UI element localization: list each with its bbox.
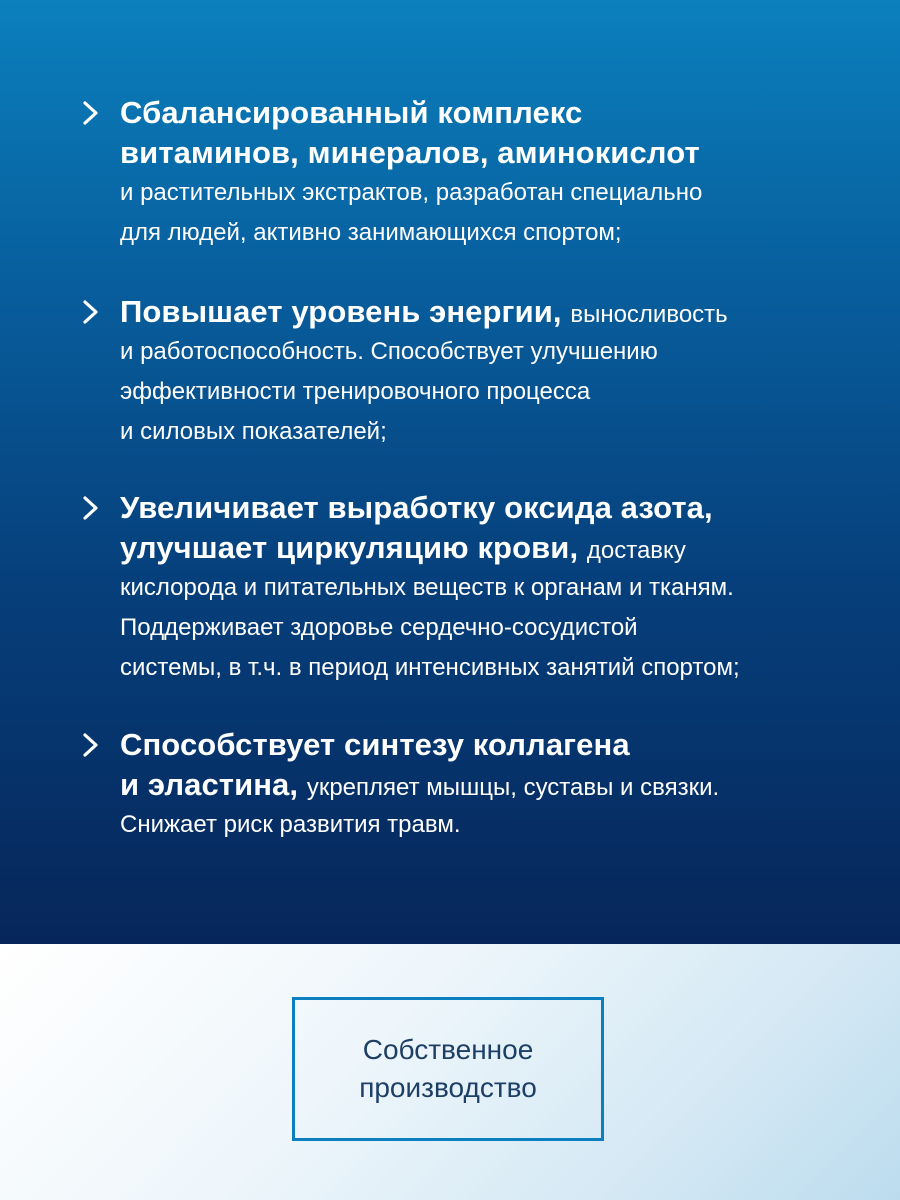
feature-text: [120, 292, 840, 452]
feature-line: [120, 372, 840, 412]
feature-line: [120, 93, 840, 133]
feature-line: [120, 608, 840, 648]
feature-line: [120, 213, 840, 253]
feature-text: [120, 725, 840, 845]
feature-headline: улучшает циркуляцию крови,: [120, 530, 587, 565]
badge-line: Собственное: [362, 1034, 534, 1065]
chevron-right-icon: [80, 299, 102, 325]
feature-description: эффективности тренировочного процесса: [120, 378, 591, 405]
badge-line: производство: [359, 1072, 537, 1103]
feature-headline: витаминов, минералов, аминокислот: [120, 135, 700, 170]
feature-line: [120, 805, 840, 845]
feature-description: и работоспособность. Способствует улучшению: [120, 338, 658, 365]
feature-description: системы, в т.ч. в период интенсивных занятий спортом;: [120, 654, 740, 681]
feature-headline: и эластина,: [120, 767, 307, 802]
chevron-right-icon: [80, 495, 102, 521]
chevron-right-icon: [80, 732, 102, 758]
feature-headline: Повышает уровень энергии,: [120, 294, 571, 329]
feature-headline: Увеличивает выработку оксида азота,: [120, 490, 713, 525]
feature-description: и силовых показателей;: [120, 418, 387, 445]
feature-line: [120, 528, 840, 568]
feature-line: [120, 292, 840, 332]
feature-description: кислорода и питательных веществ к органам и тканям.: [120, 574, 734, 601]
feature-line: [120, 765, 840, 805]
feature-line: [120, 568, 840, 608]
own-production-badge: [292, 997, 604, 1141]
feature-headline: Способствует синтезу коллагена: [120, 727, 630, 762]
feature-description: Поддерживает здоровье сердечно-сосудистой: [120, 614, 638, 641]
feature-line: [120, 133, 840, 173]
feature-description: укрепляет мышцы, суставы и связки.: [306, 774, 720, 801]
feature-headline: Сбалансированный комплекс: [120, 95, 583, 130]
feature-description: выносливость: [570, 301, 728, 328]
feature-line: [120, 412, 840, 452]
feature-line: [120, 648, 840, 688]
feature-line: [120, 725, 840, 765]
feature-description: Снижает риск развития травм.: [120, 811, 461, 838]
chevron-right-icon: [80, 100, 102, 126]
feature-description: доставку: [586, 537, 686, 564]
feature-text: [120, 93, 840, 253]
feature-line: [120, 173, 840, 213]
feature-description: для людей, активно занимающихся спортом;: [120, 219, 622, 246]
feature-line: [120, 332, 840, 372]
feature-text: [120, 488, 840, 688]
feature-line: [120, 488, 840, 528]
feature-description: и растительных экстрактов, разработан специально: [120, 179, 703, 206]
